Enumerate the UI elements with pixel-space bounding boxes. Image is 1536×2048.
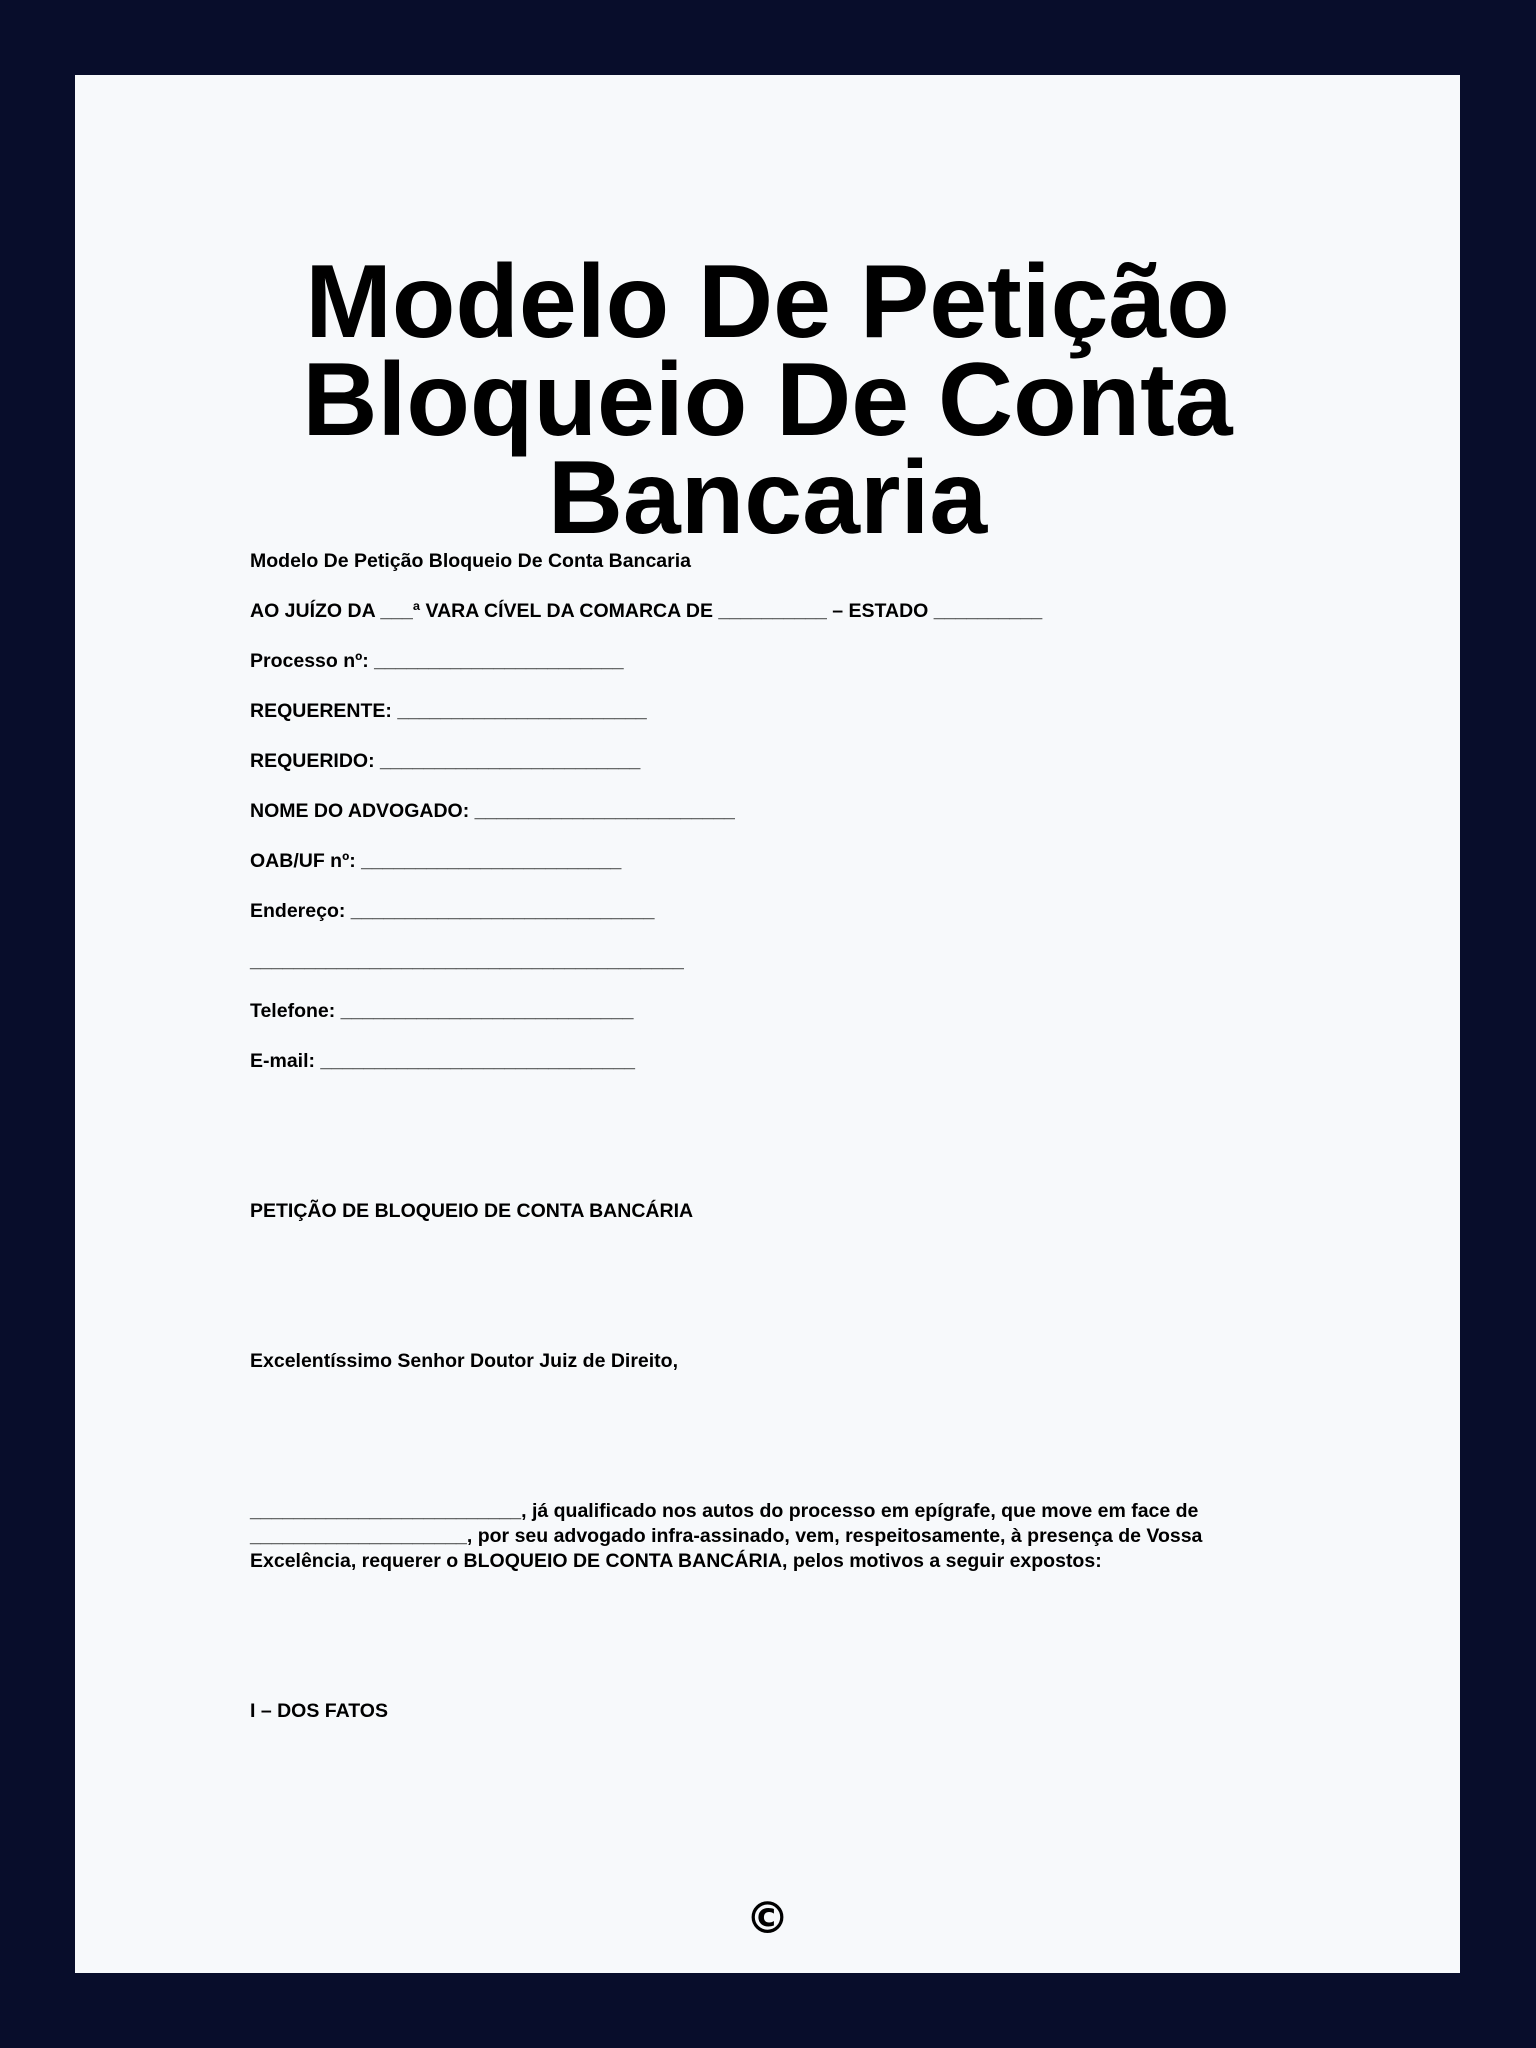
field-processo: Processo nº: _______________________: [250, 650, 624, 672]
court-line: AO JUÍZO DA ___ª VARA CÍVEL DA COMARCA DE __________ – ESTADO __________: [250, 600, 1043, 622]
petition-heading: PETIÇÃO DE BLOQUEIO DE CONTA BANCÁRIA: [250, 1200, 694, 1222]
field-nome-advogado: NOME DO ADVOGADO: ________________________: [250, 800, 735, 822]
field-endereco: Endereço: ____________________________: [250, 900, 655, 922]
section-heading: I – DOS FATOS: [250, 1700, 388, 1722]
copyright-icon: ©: [745, 1893, 790, 1944]
field-email: E-mail: _____________________________: [250, 1050, 635, 1072]
body-paragraph: _________________________, já qualificado nos autos do processo em epígrafe, que move em face de ____________________, por seu advogado infra-assinado, vem, respeitosamente, à presença de Vossa Excelência, requerer o BLOQUEIO DE CONTA BANCÁRIA, pelos motivos a seguir expostos:: [250, 1500, 1203, 1572]
field-telefone: Telefone: ___________________________: [250, 1000, 634, 1022]
field-requerido: REQUERIDO: ________________________: [250, 750, 641, 772]
field-requerente: REQUERENTE: _______________________: [250, 700, 647, 722]
field-oab: OAB/UF nº: ________________________: [250, 850, 622, 872]
page-title: Modelo De Petição Bloqueio De Conta Bancaria: [302, 244, 1233, 556]
document-page: [75, 75, 1460, 1973]
document-subtitle: Modelo De Petição Bloqueio De Conta Bancaria: [250, 550, 691, 572]
field-endereco-continuation: ________________________________________: [250, 950, 684, 972]
salutation: Excelentíssimo Senhor Doutor Juiz de Direito,: [250, 1350, 679, 1372]
